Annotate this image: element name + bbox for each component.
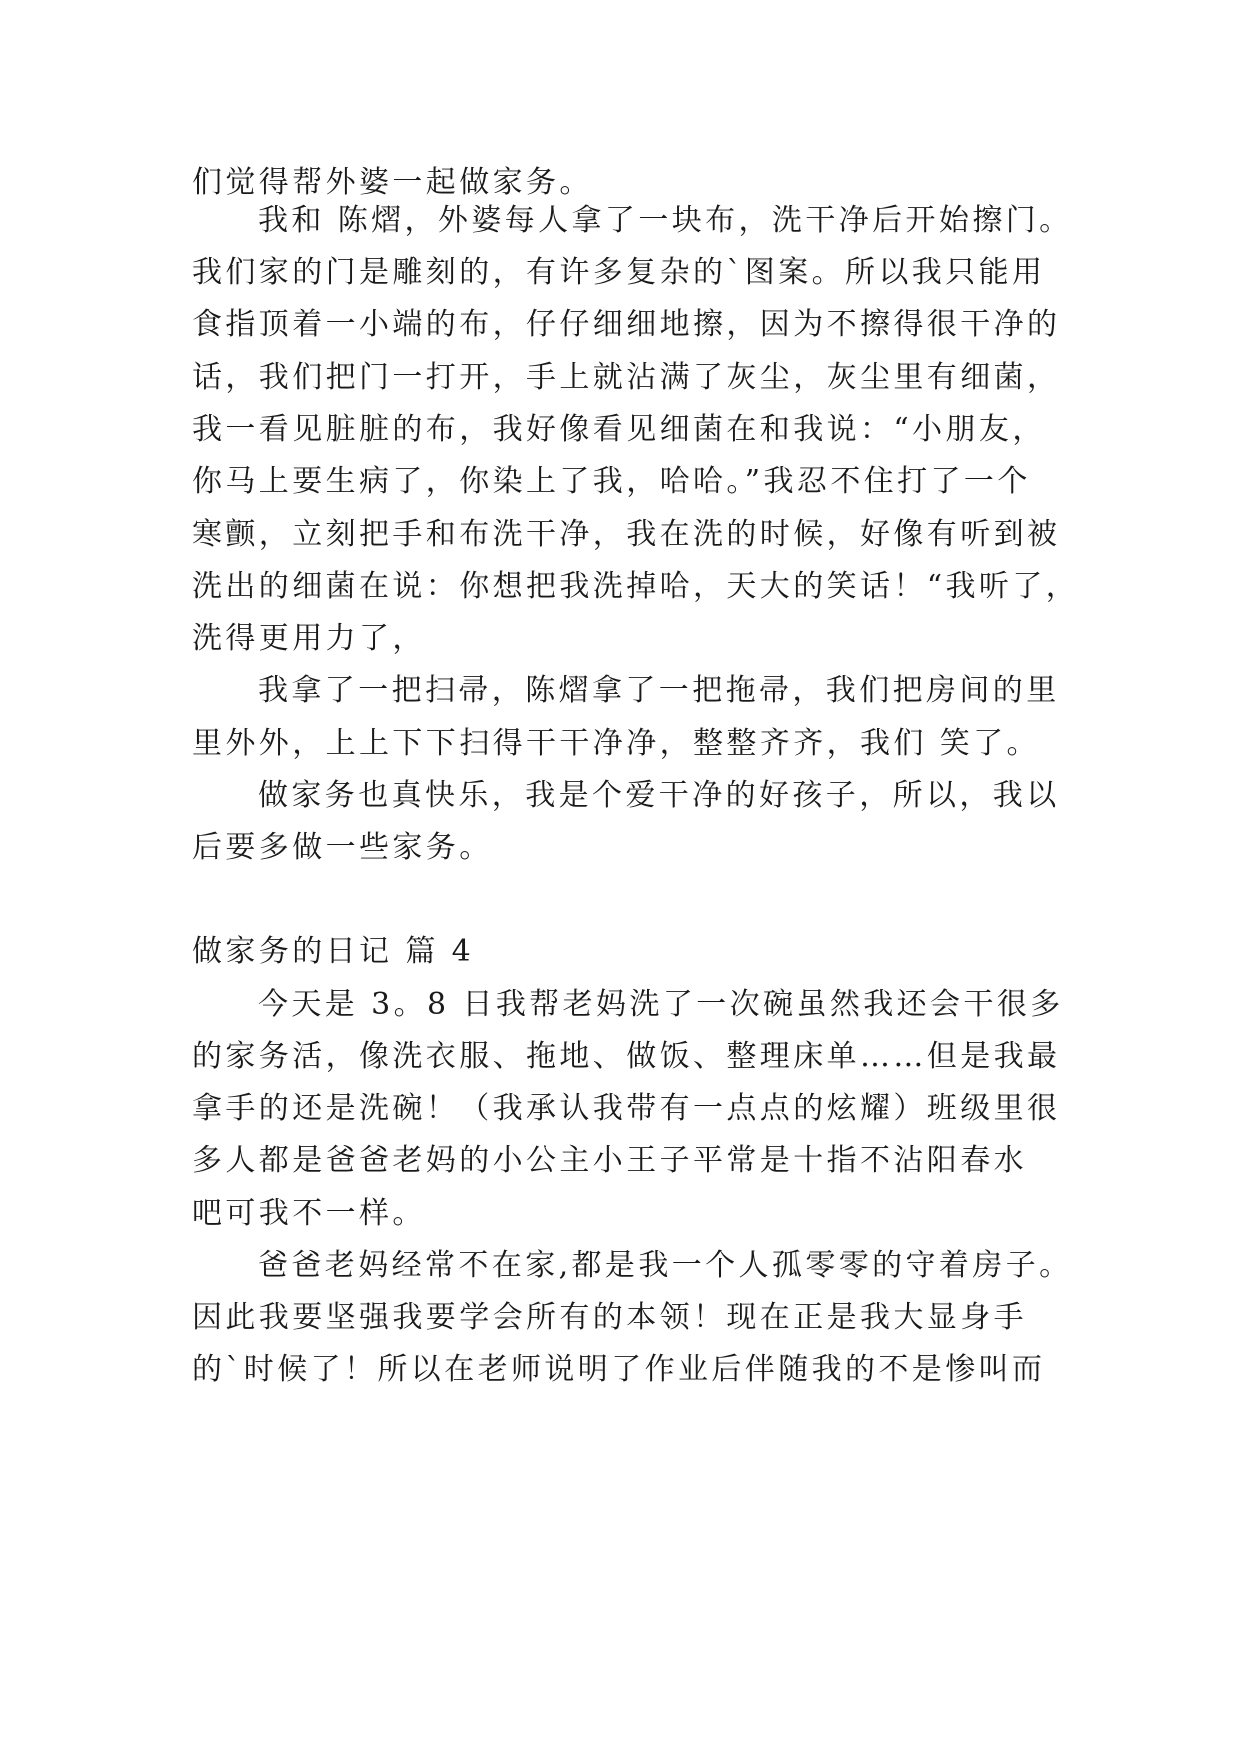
text-line: 拿手的还是洗碗！（我承认我带有一点点的炫耀）班级里很 (192, 1091, 1061, 1126)
text-line: 我一看见脏脏的布，我好像看见细菌在和我说：“小朋友， (192, 412, 1046, 447)
text-line: 我拿了一把扫帚，陈熠拿了一把拖帚，我们把房间的里 (258, 673, 1060, 708)
text-line: 我和 陈熠，外婆每人拿了一块布，洗干净后开始擦门。 (258, 203, 1073, 238)
text-line: 寒颤，立刻把手和布洗干净，我在洗的时候，好像有听到被 (192, 517, 1061, 552)
text-line: 的`时候了！所以在老师说明了作业后伴随我的不是惨叫而 (192, 1352, 1046, 1387)
text-line: 做家务也真快乐，我是个爱干净的好孩子，所以，我以 (258, 778, 1060, 813)
text-line: 话，我们把门一打开，手上就沾满了灰尘，灰尘里有细菌， (192, 360, 1061, 395)
text-line: 洗得更用力了， (192, 621, 426, 656)
text-line: 里外外，上上下下扫得干干净净，整整齐齐，我们 笑了。 (192, 726, 1040, 761)
text-line: 我们家的门是雕刻的，有许多复杂的`图案。所以我只能用 (192, 255, 1046, 290)
text-line: 今天是 3。8 日我帮老妈洗了一次碗虽然我还会干很多 (258, 987, 1064, 1022)
section-heading: 做家务的日记 篇 4 (192, 934, 475, 969)
text-line: 因此我要坚强我要学会所有的本领！现在正是我大显身手 (192, 1300, 1027, 1335)
text-line: 后要多做一些家务。 (192, 830, 493, 865)
text-line: 洗出的细菌在说：你想把我洗掉哈，天大的笑话！“我听了， (192, 569, 1080, 604)
text-line: 们觉得帮外婆一起做家务。 (192, 165, 593, 200)
text-line: 吧可我不一样。 (192, 1196, 426, 1231)
text-line: 你马上要生病了，你染上了我，哈哈。”我忍不住打了一个 (192, 464, 1031, 499)
text-line: 多人都是爸爸老妈的小公主小王子平常是十指不沾阳春水 (192, 1143, 1027, 1178)
text-line: 食指顶着一小端的布，仔仔细细地擦，因为不擦得很干净的 (192, 307, 1061, 342)
text-line: 的家务活，像洗衣服、拖地、做饭、整理床单……但是我最 (192, 1039, 1061, 1074)
text-line: 爸爸老妈经常不在家,都是我一个人孤零零的守着房子。 (258, 1248, 1073, 1283)
